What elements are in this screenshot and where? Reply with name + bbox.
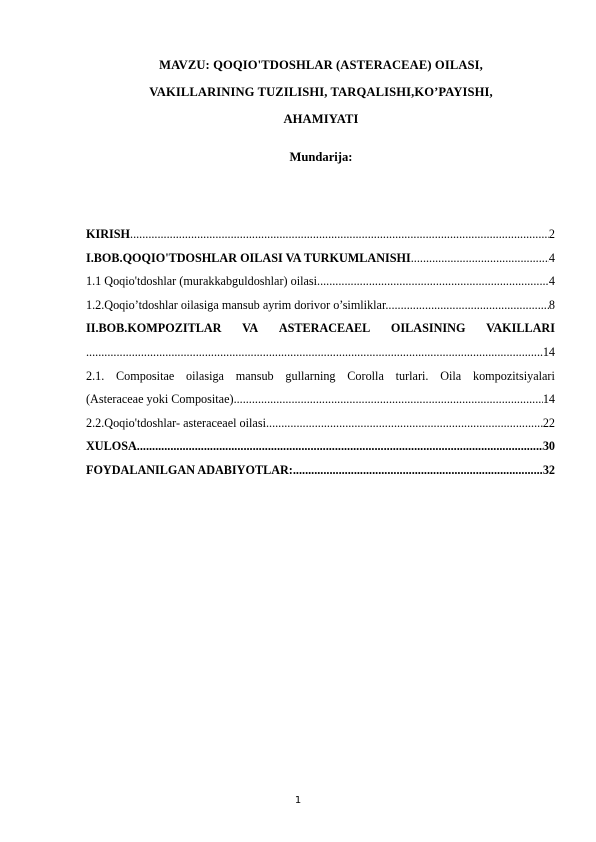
toc-leader-dots [86,341,543,365]
title-line-1: MAVZU: QOQIO'TDOSHLAR (ASTERACEAE) OILASI, [159,58,483,72]
toc-leader-dots [293,459,543,483]
toc-word: VA [242,321,259,336]
table-of-contents [86,223,555,483]
toc-leader-dots [411,247,549,271]
toc-word: ASTERACEAEL [278,321,371,336]
toc-entry-page: 30 [542,439,555,454]
toc-entry-page: 2 [548,227,555,241]
toc-entry-bob2[interactable] [86,317,555,341]
toc-word: mansub [235,368,274,383]
toc-leader-dots [317,270,549,294]
toc-entry-bob1-1[interactable] [86,270,555,294]
toc-word: VAKILLARI [486,321,555,336]
toc-entry-page: 8 [548,297,555,312]
toc-entry-label: XULOSA [86,439,137,454]
toc-word: II.BOB.KOMPOZITLAR [86,321,222,336]
toc-entry-label: KIRISH [86,227,131,241]
toc-word: Compositae [116,368,175,383]
toc-entry-page: 32 [542,462,555,477]
toc-entry-page: 14 [542,344,555,359]
toc-entry-label: (Asteraceae yoki Compositae) [86,392,234,407]
toc-entry-bob1-2[interactable] [86,294,555,318]
toc-entry-kirish[interactable] [86,223,555,247]
document-title [86,52,556,133]
toc-word: oilasiga [186,368,224,383]
toc-word: OILASINING [390,321,466,336]
toc-word: gullarning [285,368,336,383]
toc-leader-dots [266,412,543,436]
toc-entry-label: I.BOB.QOQIO'TDOSHLAR OILASI VA TURKUMLANISHI [86,250,411,265]
toc-entry-page: 22 [542,415,555,430]
toc-leader-dots [130,223,549,247]
toc-leader-dots [234,388,543,412]
toc-entry-page: 4 [548,274,555,289]
toc-entry-label: 1.2.Qoqio’tdoshlar oilasiga mansub ayrim dorivor o’simliklar. [86,297,389,312]
toc-entry-label: FOYDALANILGAN ADABIYOTLAR: [86,462,293,477]
page-number: 1 [294,795,302,806]
toc-word: Corolla [347,368,384,383]
toc-word: Oila [440,368,462,383]
toc-entry-label: 2.2.Qoqio'tdoshlar- asteraceael oilasi [86,415,266,430]
toc-entry-page: 4 [548,250,555,265]
toc-leader-dots [137,435,543,459]
toc-word: 2.1. [86,368,105,383]
toc-entry-foydalanilgan[interactable] [86,459,555,483]
toc-entry-xulosa[interactable] [86,435,555,459]
toc-entry-bob2-1-cont[interactable] [86,388,555,412]
toc-entry-bob2-2[interactable] [86,412,555,436]
toc-word: turlari. [395,368,429,383]
title-line-2: VAKILLARINING TUZILISHI, TARQALISHI,KO’PAYISHI, [149,85,493,99]
toc-entry-bob2-1[interactable] [86,365,555,389]
toc-entry-bob1[interactable] [86,247,555,271]
toc-leader-dots [388,294,549,318]
contents-heading: Mundarija: [289,150,353,164]
toc-entry-page: 14 [542,392,555,407]
title-line-3: AHAMIYATI [283,112,359,126]
toc-word: kompozitsiyalari [472,368,555,383]
toc-entry-bob2-leader[interactable] [86,341,555,365]
toc-entry-label: 1.1 Qoqio'tdoshlar (murakkabguldoshlar) oilasi [86,274,318,289]
